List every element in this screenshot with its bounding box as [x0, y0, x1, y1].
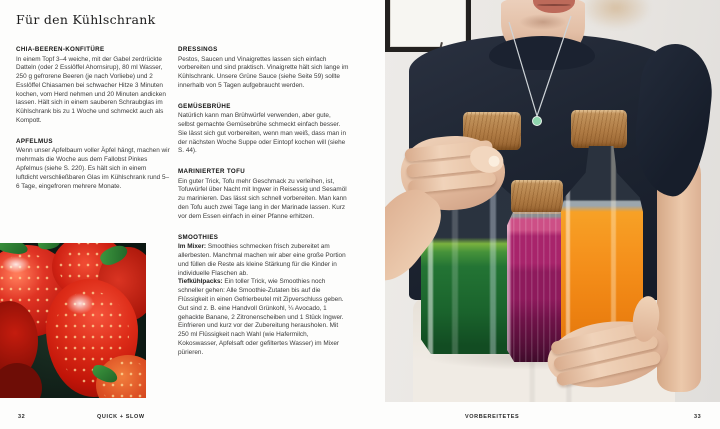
paragraph-text: Smoothies schmecken frisch zubereitet am allerbesten. Manchmal machen wir aber eine große Portion und füllen die Reste als kleine Stärkung für die Kinder in individuelle Flaschen ab. [178, 243, 346, 277]
section-body: In einem Topf 3–4 weiche, mit der Gabel zerdrückte Datteln (oder 2 Esslöffel Ahornsirup), 80 ml Wasser, 250 g gefrorene Beeren (je nach Vorliebe) und 2 Esslöffel Chiasamen bei schwacher Hitze 3 Minuten kochen, vom Herd nehmen und 20 Minuten andicken lassen. Hält sich in einem sauberen Schraubglas im Kühlschrank bis zu 1 Woche und schmeckt auch als Kompott. [16, 55, 166, 125]
running-title-right: VORBEREITETES [465, 414, 520, 420]
page-number-right: 33 [694, 414, 702, 420]
right-column [178, 46, 349, 370]
section-smoothies [178, 234, 349, 358]
section-marinierter-tofu [178, 168, 349, 221]
section-chia-beeren-konfituere [16, 46, 170, 126]
hair [581, 0, 651, 30]
paragraph-text: Ein toller Trick, wie Smoothies noch schneller gehen: Alle Smoothie-Zutaten bis auf die Flüssigkeit in einen Gefrierbeutel mit Zipverschluss geben. Gut sind z. B. eine Handvoll Grünkohl, ¼ Avocado, 1 gehackte Banane, 2 Zitronenscheiben und 1 Stück Ingwer. Einfrieren und kurz vor der Zubereitung herausholen. Mit 250 ml Flüssigkeit nach Wahl (wie Hafermilch, Kokoswasser, Apfelsaft oder gefiltertes Wasser) im Mixer pürieren. [178, 278, 344, 356]
lead-im-mixer: Im Mixer: [178, 243, 207, 251]
section-heading: DRESSINGS [178, 46, 218, 53]
strawberry-photo [0, 243, 146, 398]
section-body: Ein guter Trick, Tofu mehr Geschmack zu verleihen, ist, Tofuwürfel über Nacht mit Ingwer in Reisessig und Sesamöl zu marinieren. Das lässt sich schnell vorbereiten. Man kann den Tofu auch zwei Tage lang in der Marinade lassen. Kurz vor dem Essen einfach in einer Pfanne erhitzen. [178, 177, 347, 220]
section-gemuesebruehe [178, 103, 349, 156]
strawberry [0, 363, 42, 398]
section-heading: GEMÜSEBRÜHE [178, 102, 231, 110]
section-heading: CHIA-BEEREN-KONFITÜRE [16, 46, 105, 53]
cork-stopper-carrot-bottle [571, 110, 627, 148]
section-heading: MARINIERTER TOFU [178, 168, 246, 176]
highlight [2, 256, 30, 273]
section-heading: APFELMUS [16, 137, 53, 145]
section-body: Pestos, Saucen und Vinaigrettes lassen sich einfach vorbereiten und sind praktisch. Vinaigrette hält sich lange im Kühlschrank. Unsere Grüne Sauce (siehe Seite 59) sollte innerhalb von 5 Tagen aufgebraucht werden. [178, 55, 349, 89]
left-column [16, 46, 170, 203]
juice-bottles-photo [385, 0, 720, 402]
page-number-left: 32 [18, 414, 26, 420]
section-body: Wenn unser Apfelbaum voller Äpfel hängt, machen wir mehrmals die Woche aus dem Fallobst Pinkes Apfelmus (siehe S. 220). Es hält sich in einem luftdicht verschließbaren Glas im Kühlschrank rund 5–6 Tage, eingefroren mehrere Monate. [16, 147, 170, 190]
section-dressings [178, 46, 349, 91]
section-apfelmus [16, 138, 170, 191]
lead-tiefkuehlpacks: Tiefkühlpacks: [178, 278, 223, 286]
running-title-left: QUICK + SLOW [97, 414, 145, 420]
section-heading: SMOOTHIES [178, 233, 219, 241]
cork-stopper-beet-bottle [511, 180, 563, 214]
page-title: Für den Kühlschrank [16, 12, 156, 27]
section-body: Natürlich kann man Brühwürfel verwenden, aber gute, selbst gemachte Gemüsebrühe schmeckt einfach besser. Sie lässt sich gut vorbereiten, wenn man weiß, dass man in der nächsten Woche Suppe oder Eintopf kochen will (siehe S. 44). [178, 112, 347, 155]
section-body [178, 243, 349, 357]
